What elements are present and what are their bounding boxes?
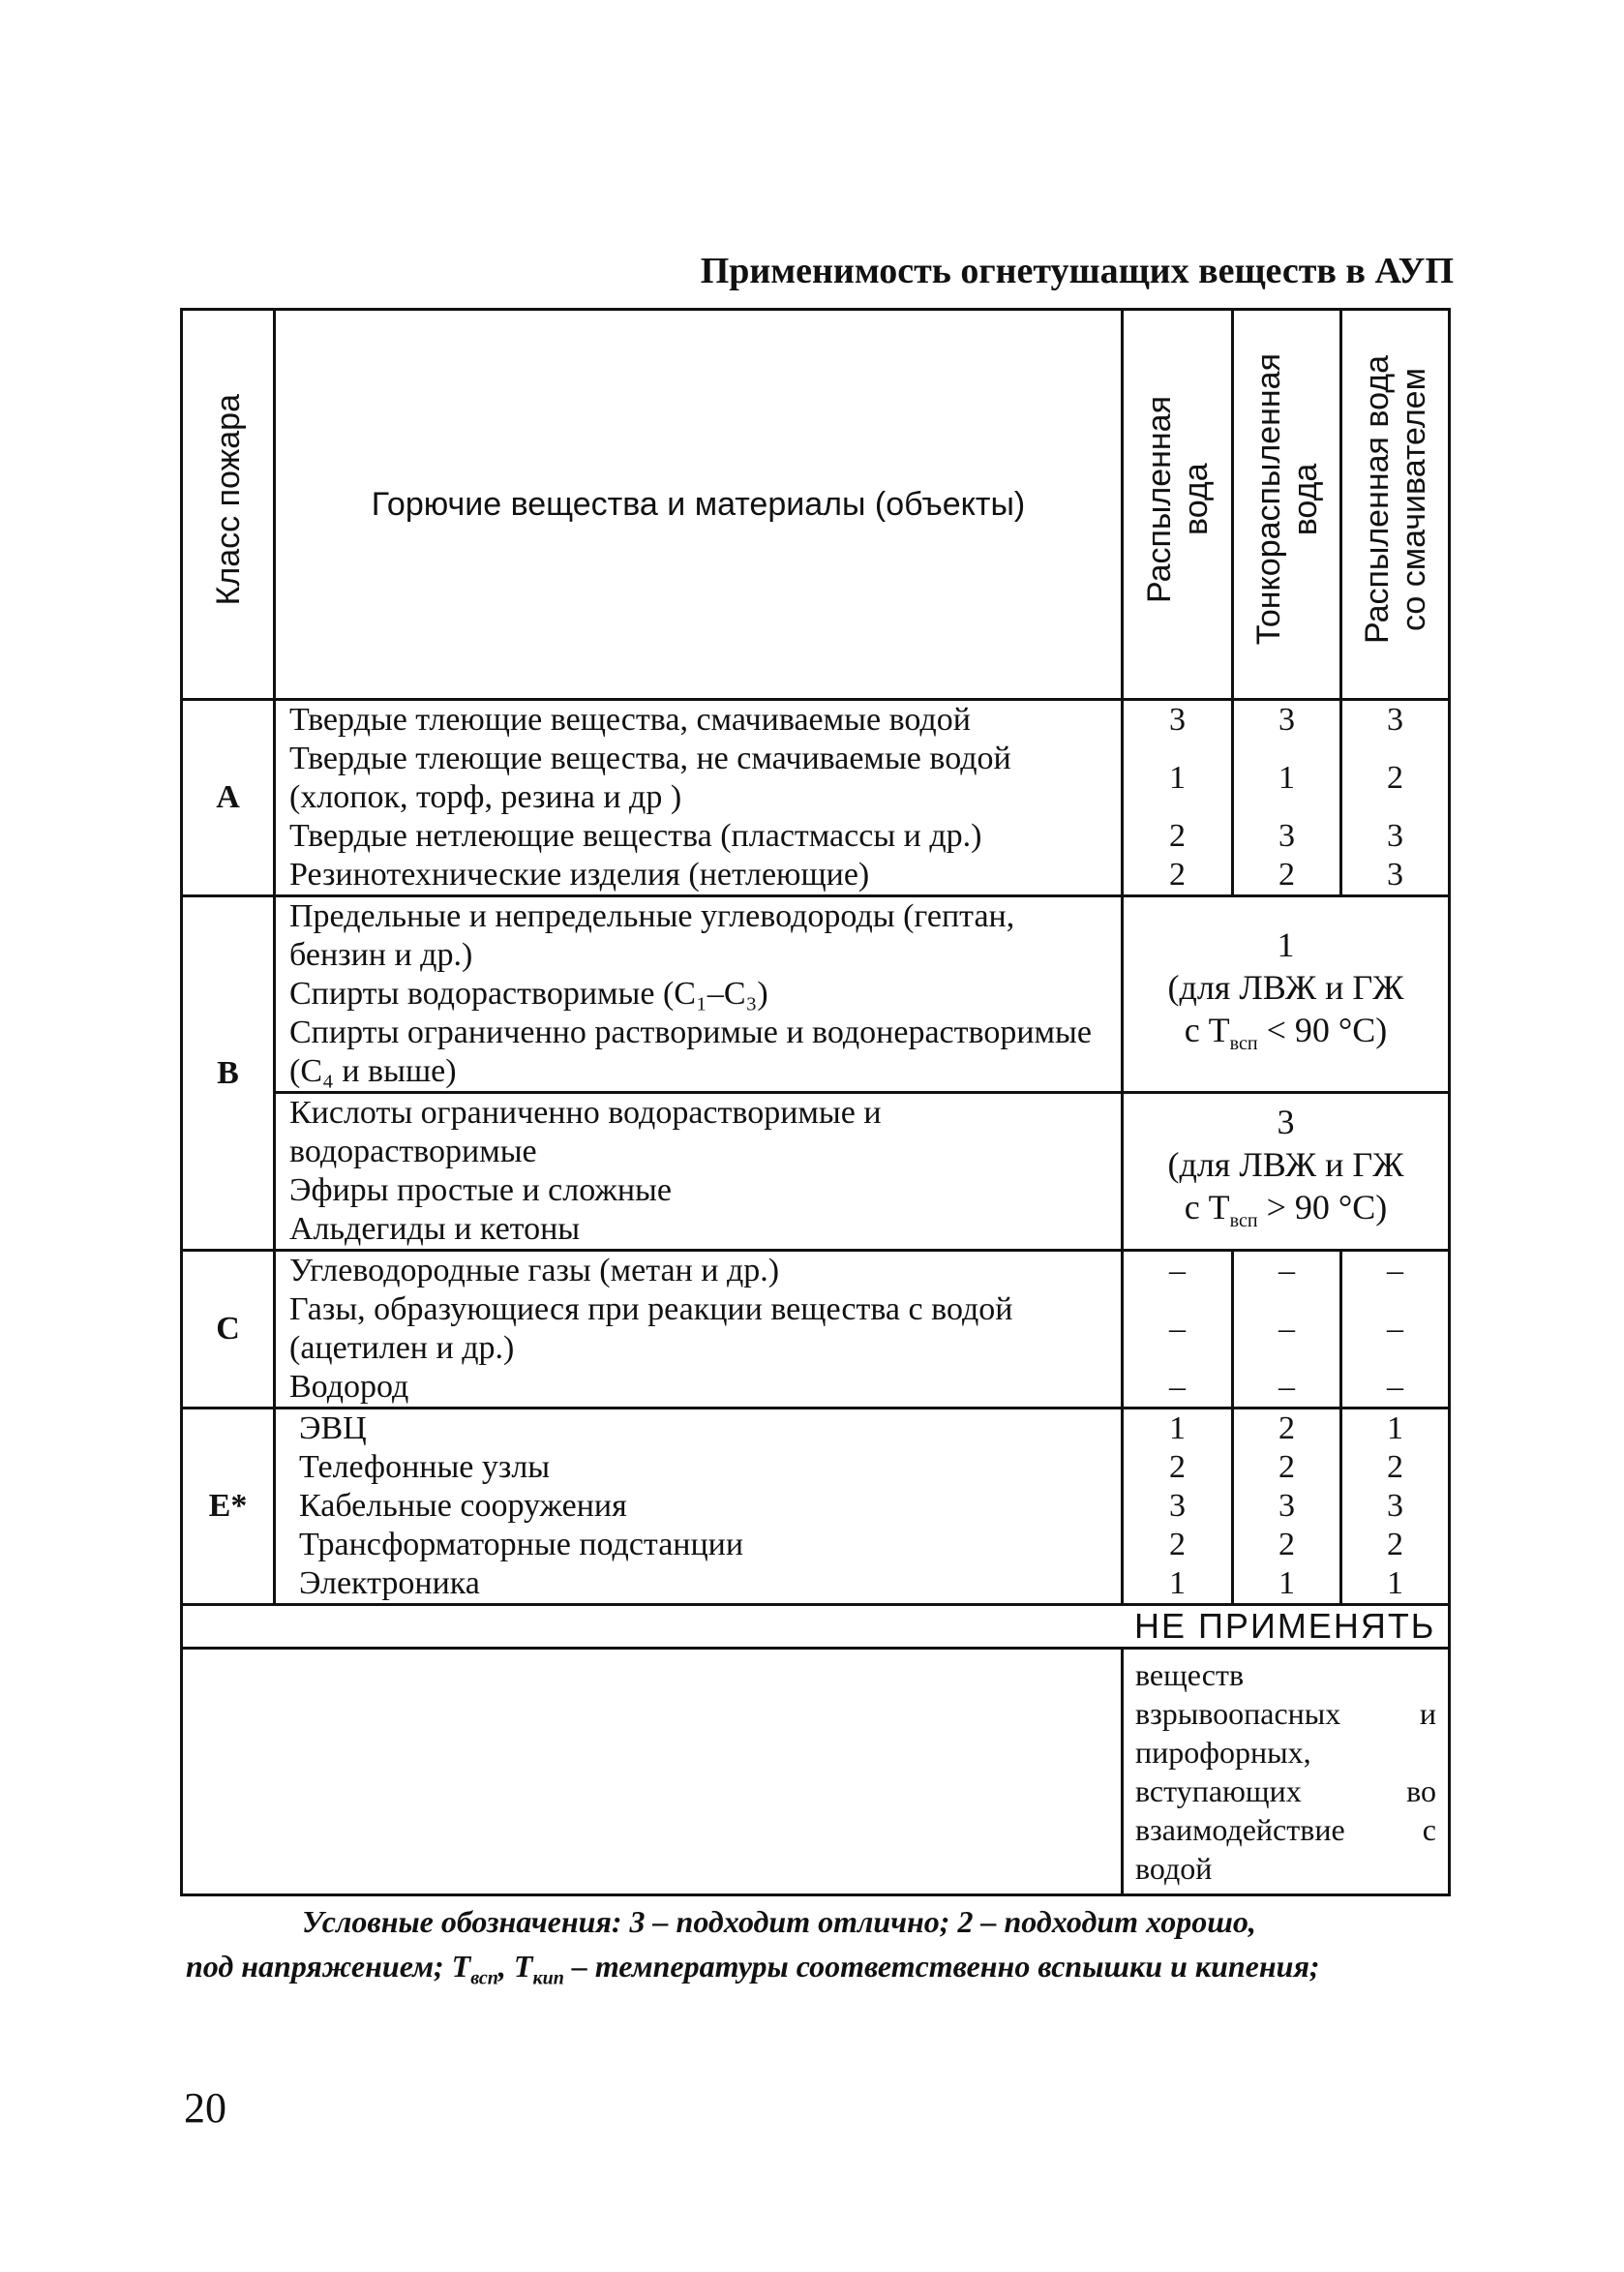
group-e-col2: 2 2 3 2 1 <box>1233 1409 1341 1605</box>
no-apply-header-row <box>182 1605 1450 1649</box>
list-item: Альдегиды и кетоны <box>289 1211 581 1247</box>
list-item: Кислоты ограниченно водорастворимые и водорастворимые <box>289 1095 882 1169</box>
group-a-col3: 3 2 3 3 <box>1341 700 1450 896</box>
header-col3: Распыленная вода со смачивателем <box>1341 310 1450 700</box>
group-e-items <box>275 1409 1123 1605</box>
list-item: Трансформаторные подстанции <box>299 1527 744 1562</box>
group-c-row <box>182 1251 1450 1409</box>
group-b-row-bottom <box>182 1093 1450 1251</box>
group-e-row <box>182 1409 1450 1605</box>
group-c-col2: – – – <box>1233 1251 1341 1409</box>
list-item: Твердые тлеющие вещества, не смачиваемые водой (хлопок, торф, резина и др ) <box>289 741 1011 815</box>
group-b-items-bottom <box>275 1093 1123 1251</box>
group-c-col3: – – – <box>1341 1251 1450 1409</box>
no-apply-blank <box>182 1605 1123 1649</box>
group-b-row-top <box>182 896 1450 1093</box>
legend-line-2: под напряжением; $T_{всп}$, $T_{кип}$ – температуры соответственно вспышки и кипения; <box>186 1949 1320 1989</box>
list-item: Электроника <box>299 1565 480 1601</box>
no-apply-empty <box>182 1649 1123 1895</box>
group-b-merged-bottom: 3 (для ЛВЖ и ГЖ с $T_{всп} > 90$ °C) <box>1123 1093 1450 1251</box>
header-row <box>182 310 1450 700</box>
no-apply-row <box>182 1649 1450 1895</box>
class-a: A <box>182 700 275 896</box>
list-item: Эфиры простые и сложные <box>289 1172 672 1208</box>
group-a-col2: 3 1 3 2 <box>1233 700 1341 896</box>
page-number: 20 <box>184 2084 226 2132</box>
header-materials: Горючие вещества и материалы (объекты) <box>275 310 1123 700</box>
group-b-merged-top: 1 (для ЛВЖ и ГЖ с $T_{всп} < 90$ °C) <box>1123 896 1450 1093</box>
legend <box>186 1899 1454 2000</box>
group-a-items <box>275 700 1123 896</box>
group-e-col1: 1 2 3 2 1 <box>1123 1409 1233 1605</box>
list-item: Твердые нетлеющие вещества (пластмассы и др.) <box>289 818 982 854</box>
applicability-table <box>180 308 1451 1896</box>
list-item: Спирты ограниченно растворимые и водонерастворимые (C₄ и выше) <box>289 1015 1092 1089</box>
list-item: Углеводородные газы (метан и др.) <box>289 1253 780 1288</box>
no-apply-text: веществ взрывоопасных и пирофорных, вступающих во взаимодействие с водой <box>1123 1649 1450 1895</box>
class-b: B <box>182 896 275 1251</box>
header-col2: Тонкораспыленная вода <box>1233 310 1341 700</box>
list-item: ЭВЦ <box>299 1410 367 1446</box>
list-item: Газы, образующиеся при реакции вещества с водой (ацетилен и др.) <box>289 1291 1013 1366</box>
list-item: Предельные и непредельные углеводороды (гептан, бензин и др.) <box>289 898 1015 973</box>
list-item: Телефонные узлы <box>299 1449 551 1485</box>
list-item: Резинотехнические изделия (нетлеющие) <box>289 857 870 893</box>
group-e-col3: 1 2 3 2 1 <box>1341 1409 1450 1605</box>
group-b-items-top <box>275 896 1123 1093</box>
page-title: Применимость огнетушащих веществ в АУП <box>700 251 1454 291</box>
group-a-row <box>182 700 1450 896</box>
class-c: C <box>182 1251 275 1409</box>
header-class: Класс пожара <box>182 310 275 700</box>
group-c-items <box>275 1251 1123 1409</box>
group-a-col1: 3 1 2 2 <box>1123 700 1233 896</box>
legend-line-1: Условные обозначения: 3 – подходит отлично; 2 – подходит хорошо, <box>302 1904 1256 1939</box>
list-item: Твердые тлеющие вещества, смачиваемые водой <box>289 702 971 738</box>
list-item: Спирты водорастворимые (C₁–C₃) <box>289 976 768 1012</box>
group-c-col1: – – – <box>1123 1251 1233 1409</box>
list-item: Водород <box>289 1369 409 1405</box>
no-apply-label: НЕ ПРИМЕНЯТЬ <box>1123 1605 1450 1649</box>
list-item: Кабельные сооружения <box>299 1488 627 1524</box>
header-col1: Распыленная вода <box>1123 310 1233 700</box>
class-e: E* <box>182 1409 275 1605</box>
